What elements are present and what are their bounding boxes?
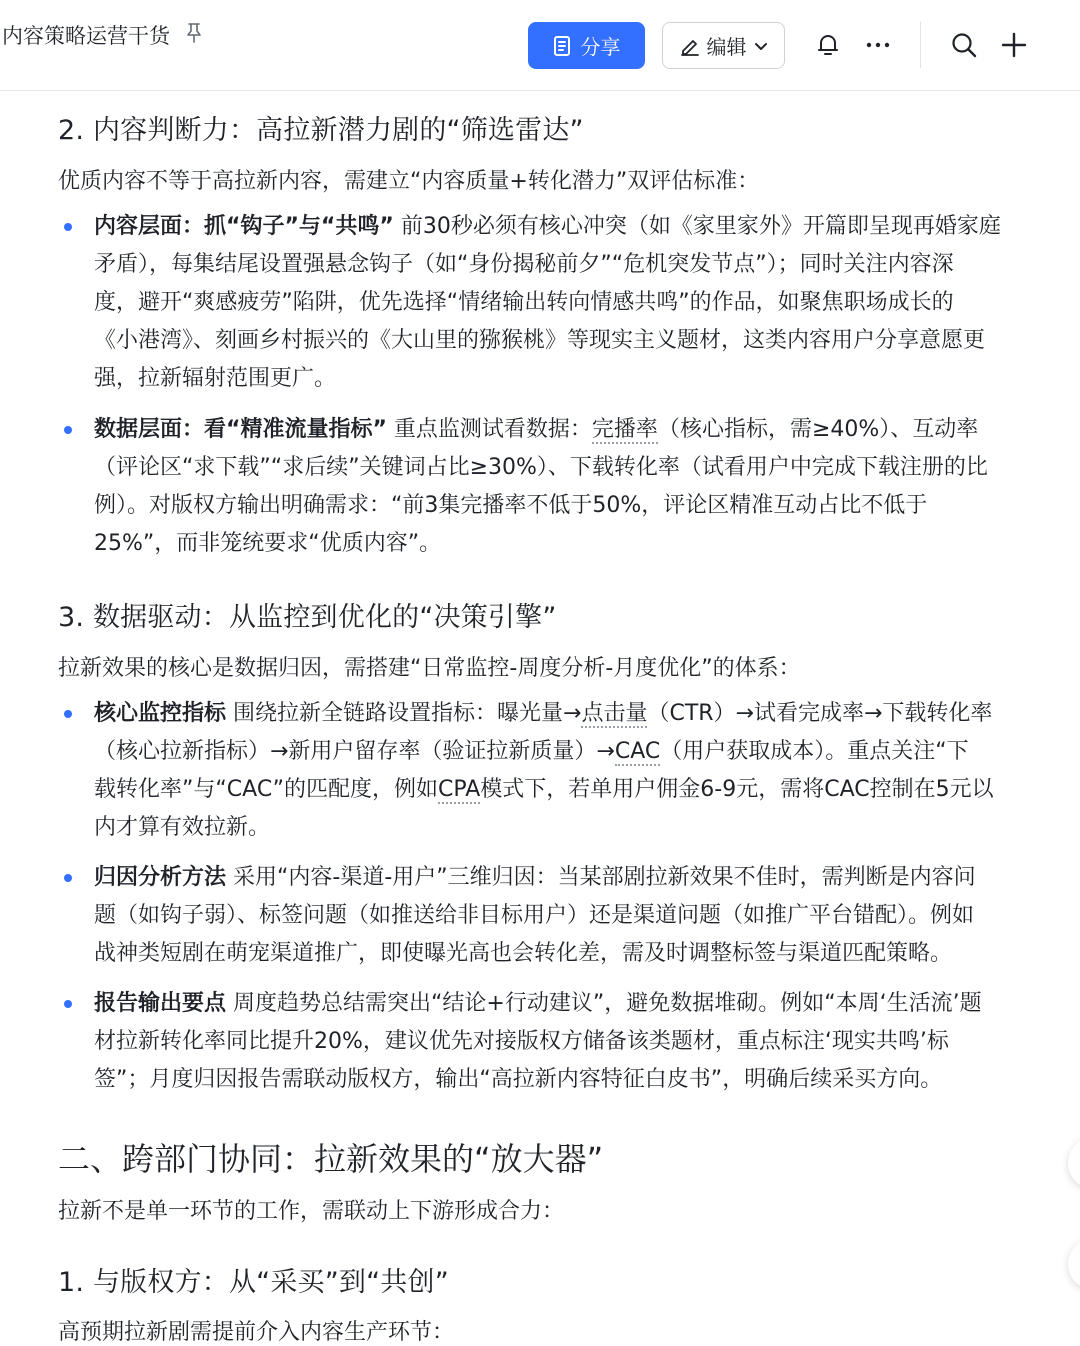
bullet-text: （评论区“求下载”“求后续”关键词占比≥30%）、下载转化率（试看用户中完成下载注册的比 (94, 455, 988, 480)
bullet-lead: 数据层面：看“精准流量指标” (94, 417, 387, 442)
paragraph: 优质内容不等于高拉新内容，需建立“内容质量+转化潜力”双评估标准： (58, 169, 760, 194)
bullet-text: 25%”，而非笼统要求“优质内容”。 (94, 531, 442, 556)
search-icon[interactable] (950, 31, 978, 59)
bullet-dot (64, 710, 72, 718)
section-heading: 3. 数据驱动：从监控到优化的“决策引擎” (58, 602, 557, 633)
side-float-button[interactable] (1068, 1238, 1080, 1290)
term-annotation[interactable]: CAC (614, 739, 661, 764)
bullet-text: 模式下，若单用户佣金6-9元，需将CAC控制在5元以 (480, 777, 994, 802)
doc-title[interactable]: 内容策略运营干货 (2, 24, 170, 48)
bullet-lead: 内容层面：抓“钩子”与“共鸣” (94, 214, 394, 239)
edit-button[interactable] (662, 22, 785, 69)
bullet-dot (64, 874, 72, 882)
paragraph: 拉新不是单一环节的工作，需联动上下游形成合力： (58, 1199, 565, 1224)
bullet-text: 《小港湾》、刻画乡村振兴的《大山里的猕猴桃》等现实主义题材，这类内容用户分享意愿更 (94, 328, 986, 353)
bullet-text: 采用“内容-渠道-用户”三维归因：当某部剧拉新效果不佳时，需判断是内容问 (226, 865, 976, 890)
bullet-dot (64, 1000, 72, 1008)
share-button[interactable] (528, 22, 645, 69)
bullet-lead: 归因分析方法 (94, 865, 227, 890)
bullet-lead: 核心监控指标 (94, 701, 227, 726)
bullet-text: （用户获取成本）。重点关注“下 (660, 739, 969, 764)
bullet-text: 矛盾），每集结尾设置强悬念钩子（如“身份揭秘前夕”“危机突发节点”）；同时关注内容深 (94, 252, 954, 277)
edit-label: 编辑 (706, 35, 747, 59)
term-annotation[interactable]: 点击量 (581, 701, 648, 726)
chapter-heading: 二、跨部门协同：拉新效果的“放大器” (58, 1140, 604, 1178)
term-annotation[interactable]: 完播率 (591, 417, 658, 442)
share-doc-icon (553, 35, 573, 57)
bullet-text: 载转化率”与“CAC”的匹配度，例如 (94, 777, 438, 802)
toolbar-divider (920, 22, 921, 68)
bell-icon[interactable] (814, 31, 842, 59)
bullet-text: （核心指标，需≥40%）、互动率 (657, 417, 979, 442)
chevron-down-icon (753, 38, 769, 54)
bullet-lead: 报告输出要点 (94, 991, 227, 1016)
share-label: 分享 (580, 35, 621, 59)
pen-icon (679, 35, 701, 57)
section-heading: 1. 与版权方：从“采买”到“共创” (58, 1267, 449, 1298)
pin-icon[interactable] (184, 22, 204, 44)
bullet-text: （CTR）→试看完成率→下载转化率 (647, 701, 993, 726)
bullet-text: 周度趋势总结需突出“结论+行动建议”，避免数据堆砌。例如“本周‘生活流’题 (226, 991, 982, 1016)
bullet-text: 签”；月度归因报告需联动版权方，输出“高拉新内容特征白皮书”，明确后续采买方向。 (94, 1067, 943, 1092)
bullet-dot (64, 223, 72, 231)
bullet-text: 围绕拉新全链路设置指标：曝光量→ (226, 701, 582, 726)
bullet-text: 重点监测试看数据： (386, 417, 592, 442)
bullet-text: 前30秒必须有核心冲突（如《家里家外》开篇即呈现再婚家庭 (393, 214, 1001, 239)
paragraph: 高预期拉新剧需提前介入内容生产环节： (58, 1320, 455, 1345)
top-bar (0, 0, 1080, 91)
bullet-dot (64, 426, 72, 434)
paragraph: 拉新效果的核心是数据归因，需搭建“日常监控-周度分析-月度优化”的体系： (58, 656, 801, 681)
bullet-text: 材拉新转化率同比提升20%，建议优先对接版权方储备该类题材，重点标注‘现实共鸣’标 (94, 1029, 949, 1054)
plus-icon[interactable] (1000, 31, 1028, 59)
term-annotation[interactable]: CPA (438, 777, 481, 802)
more-icon[interactable] (864, 31, 892, 59)
section-heading: 2. 内容判断力：高拉新潜力剧的“筛选雷达” (58, 115, 584, 146)
side-float-button[interactable] (1068, 1137, 1080, 1189)
bullet-text: 强，拉新辐射范围更广。 (94, 366, 337, 391)
bullet-text: （核心拉新指标）→新用户留存率（验证拉新质量）→ (94, 739, 615, 764)
bullet-text: 内才算有效拉新。 (94, 815, 271, 840)
bullet-text: 度，避开“爽感疲劳”陷阱，优先选择“情绪输出转向情感共鸣”的作品，如聚焦职场成长的 (94, 290, 954, 315)
bullet-text: 题（如钩子弱）、标签问题（如推送给非目标用户）还是渠道问题（如推广平台错配）。例如 (94, 903, 975, 928)
bullet-text: 战神类短剧在萌宠渠道推广，即使曝光高也会转化差，需及时调整标签与渠道匹配策略。 (94, 941, 953, 966)
bullet-text: 例）。对版权方输出明确需求：“前3集完播率不低于50%，评论区精准互动占比不低于 (94, 493, 928, 518)
